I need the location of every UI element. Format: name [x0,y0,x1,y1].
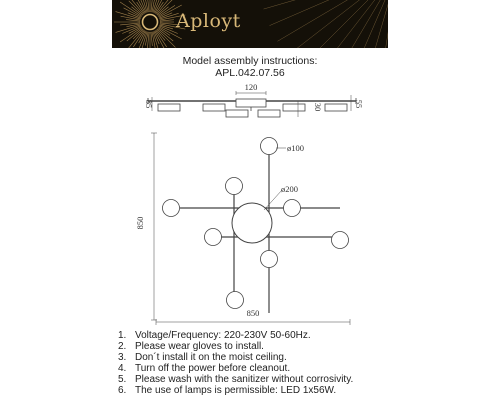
assembly-title: Model assembly instructions: [182,55,318,67]
instruction-number: 5. [118,373,127,385]
model-number: APL.042.07.56 [215,67,285,79]
side-view-shade [203,104,225,111]
side-view [148,91,356,117]
instruction-text: Don´t install it on the moist ceiling. [135,351,287,363]
instruction-text: Turn off the power before cleanout. [135,362,291,374]
side-view-shade [325,104,347,111]
dim-label-total-width: 850 [246,308,260,318]
dim-label-top-width: 120 [244,82,258,92]
dim-label-left-height: 85 [144,99,154,109]
dim-label-mid-height: 30 [313,102,323,112]
dim-label-total-height: 850 [135,216,145,230]
instructions-list [118,331,353,396]
bulb-shade [332,232,349,249]
side-view-shade [226,110,248,117]
dim-label-right-height: 55 [354,99,364,109]
instruction-number: 6. [118,384,127,396]
side-view-shade [158,104,180,111]
bulb-shade [284,200,301,217]
side-view-canopy [236,99,266,107]
instruction-number: 3. [118,351,127,363]
instruction-item [118,386,353,397]
instruction-text: Voltage/Frequency: 220-230V 50-60Hz. [135,330,311,341]
bulb-shade [227,292,244,309]
top-view [151,133,350,325]
bulb-shade [261,251,278,268]
instruction-number: 2. [118,340,127,352]
dim-label-bulb-diameter: ø100 [287,143,304,153]
side-view-shade [258,110,280,117]
bulb-shade [205,229,222,246]
side-view-shade [283,104,305,111]
bulb-shade [226,178,243,195]
dim-label-center-diameter: ø200 [281,184,298,194]
leader-line [264,190,282,210]
bulb-shade [261,138,278,155]
instruction-number: 4. [118,362,127,374]
center-disc [232,203,272,243]
instruction-text: The use of lamps is permissible: LED 1x56W. [135,384,337,396]
instruction-number: 1. [118,330,127,341]
instruction-text: Please wash with the sanitizer without corrosivity. [135,373,354,385]
brand-name: Aployt [176,10,241,32]
instruction-text: Please wear gloves to install. [135,340,264,352]
bulb-shade [163,200,180,217]
